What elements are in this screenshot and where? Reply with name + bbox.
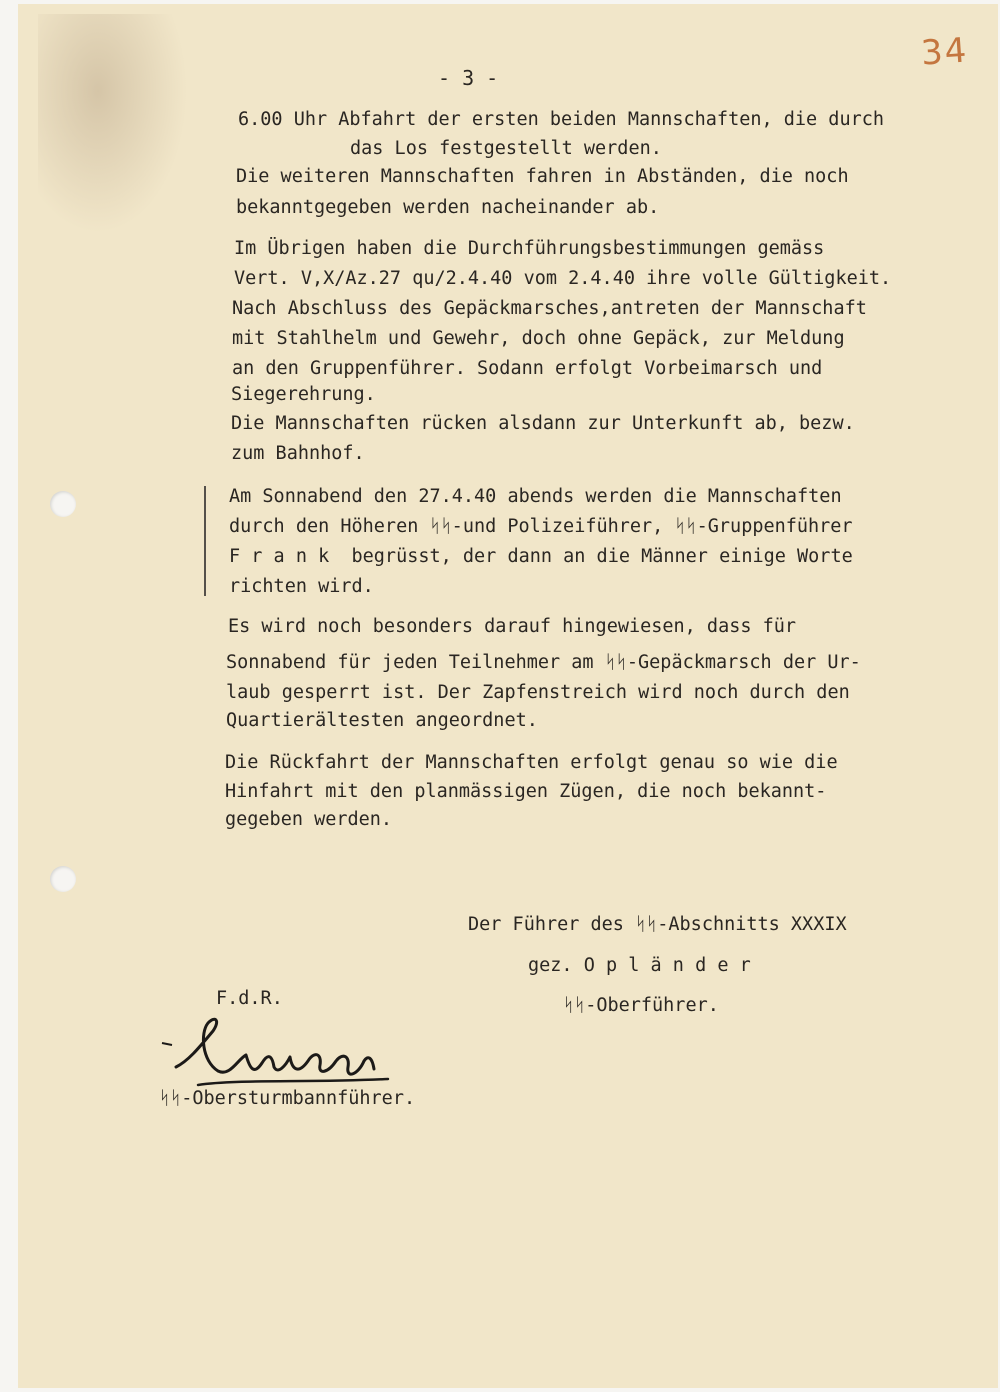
text-line: Sonnabend für jeden Teilnehmer am ᛋᛋ-Gepäckmarsch der Ur- [226,652,861,673]
text-line: Die weiteren Mannschaften fahren in Abständen, die noch [236,166,849,187]
text-line: Die Mannschaften rücken alsdann zur Unterkunft ab, bezw. [231,413,855,434]
text-line: richten wird. [229,576,374,597]
text-line: Im Übrigen haben die Durchführungsbestimmungen gemäss [234,238,825,259]
closing-signed-by: gez. O p l ä n d e r [528,955,751,976]
text-line: Hinfahrt mit den planmässigen Zügen, die noch bekannt- [225,781,827,802]
text-line: durch den Höheren ᛋᛋ-und Polizeiführer, ᛋᛋ-Gruppenführer [229,516,853,537]
margin-mark [204,486,206,596]
text-line: zum Bahnhof. [231,443,365,464]
fdr-label: F.d.R. [216,988,283,1009]
document-page [18,4,998,1388]
text-line: Siegerehrung. [231,384,376,405]
text-line: 6.00 Uhr Abfahrt der ersten beiden Mannschaften, die durch [238,109,885,130]
text-line: Die Rückfahrt der Mannschaften erfolgt genau so wie die [225,752,838,773]
text-line: laub gesperrt ist. Der Zapfenstreich wird noch durch den [226,682,850,703]
handwritten-signature [158,1009,398,1099]
text-line: bekanntgegeben werden nacheinander ab. [236,197,660,218]
attestation-rank: ᛋᛋ-Obersturmbannführer. [159,1088,416,1109]
text-line: an den Gruppenführer. Sodann erfolgt Vorbeimarsch und [232,358,823,379]
text-line: mit Stahlhelm und Gewehr, doch ohne Gepäck, zur Meldung [232,328,845,349]
closing-office: Der Führer des ᛋᛋ-Abschnitts XXXIX [468,914,847,935]
text-line: F r a n k begrüsst, der dann an die Männer einige Worte [229,546,853,567]
punch-hole-upper [50,491,76,517]
text-line: Nach Abschluss des Gepäckmarsches,antreten der Mannschaft [232,298,867,319]
water-stain [38,14,188,234]
text-line: Es wird noch besonders darauf hingewiesen, dass für [228,616,797,637]
text-line: gegeben werden. [225,809,393,830]
page-number: - 3 - [438,66,499,90]
text-line: Vert. V,X/Az.27 qu/2.4.40 vom 2.4.40 ihre volle Gültigkeit. [234,268,892,289]
closing-rank: ᛋᛋ-Oberführer. [563,995,719,1016]
text-line: das Los festgestellt werden. [350,138,662,159]
punch-hole-lower [50,866,76,892]
folio-number: 34 [919,30,970,74]
text-line: Quartierältesten angeordnet. [226,710,538,731]
text-line: Am Sonnabend den 27.4.40 abends werden die Mannschaften [229,486,842,507]
